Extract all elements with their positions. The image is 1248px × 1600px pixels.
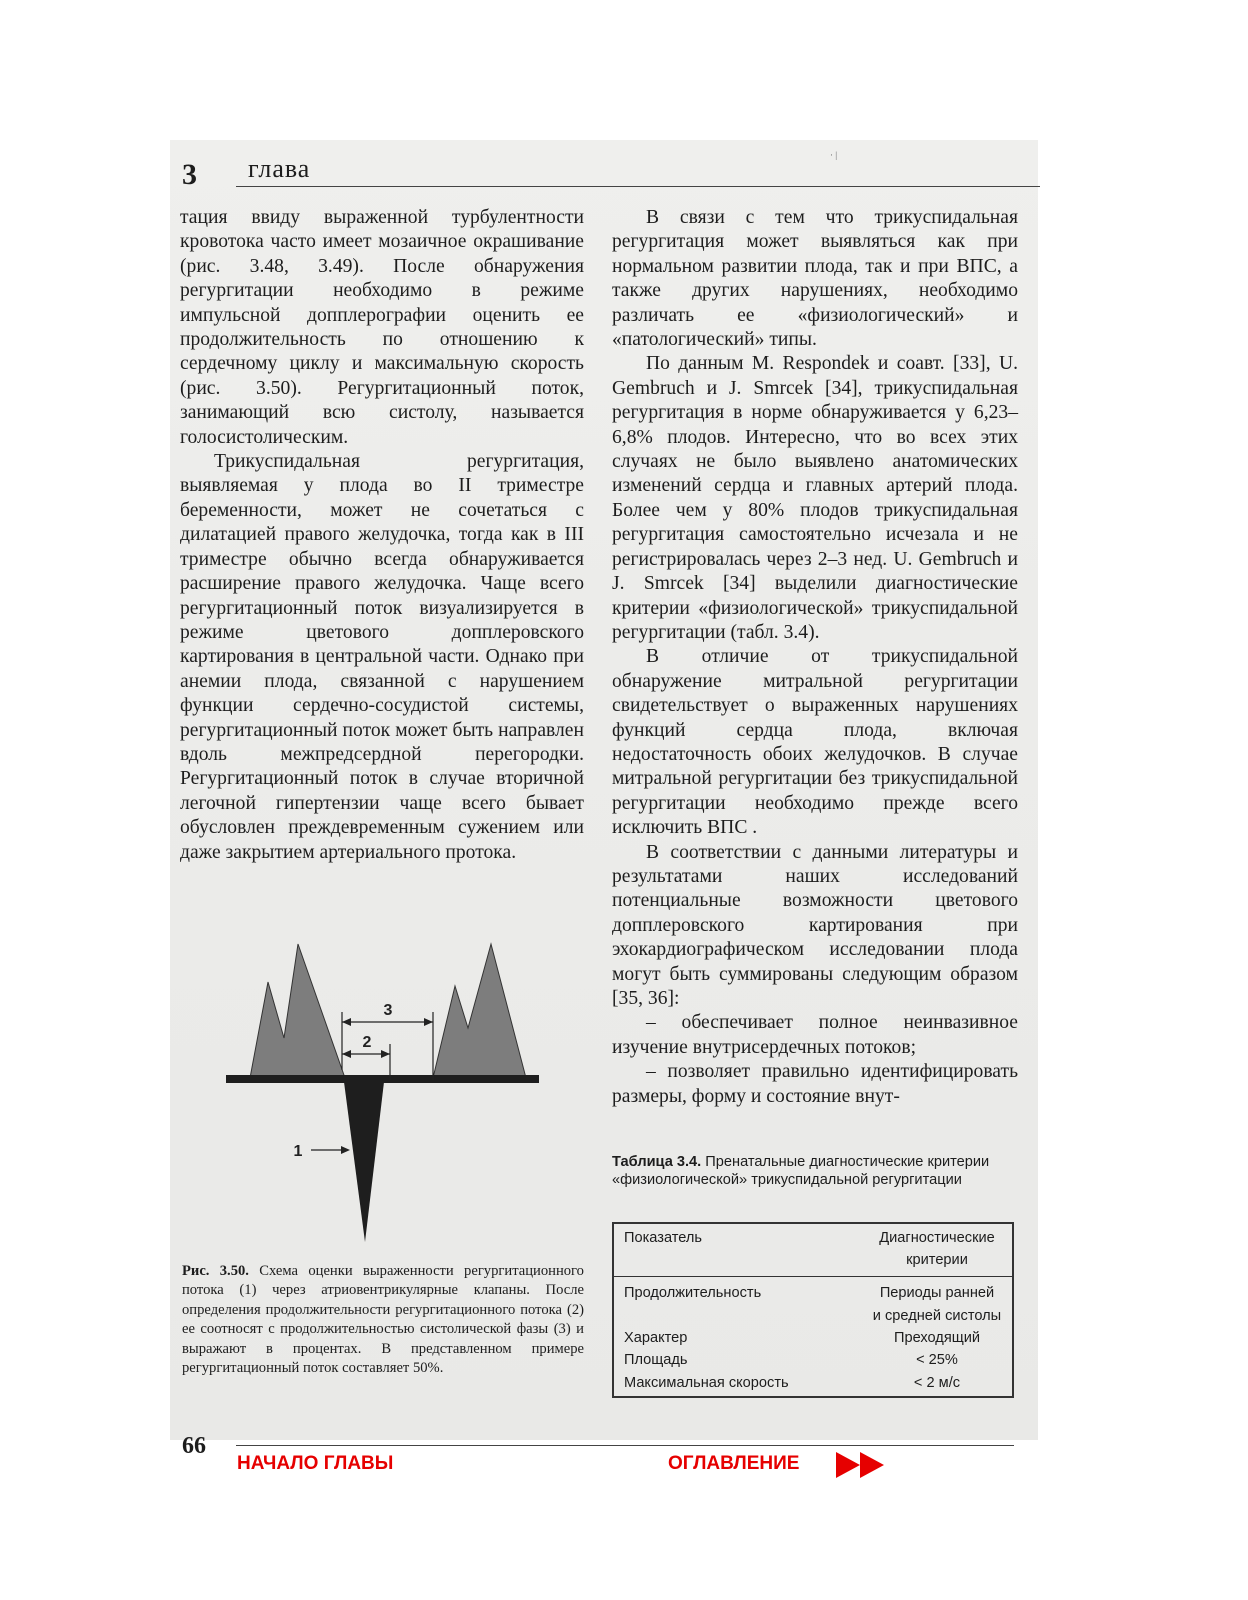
left-column [180, 206, 584, 865]
header-criteria-line1: Диагностические [879, 1230, 995, 1246]
arrow-2-head-left [342, 1050, 351, 1058]
left-systole-peaks [250, 944, 345, 1078]
chapter-title: глава [248, 154, 311, 183]
arrow-1-head [341, 1146, 350, 1154]
table-row-value: < 2 м/с [913, 1375, 961, 1391]
page-number: 66 [182, 1433, 206, 1459]
header-rule [236, 186, 1040, 187]
label-2: 2 [362, 1034, 372, 1051]
scan-mark: · | [830, 150, 838, 160]
table-row-value: Периоды ранней [879, 1285, 995, 1301]
table-row-value: < 25% [916, 1352, 958, 1368]
arrow-3-head-left [342, 1018, 351, 1026]
paragraph: В отличие от трикуспидальной обнаружение митральной регургитации свидетельствует о выраженных нарушениях функций сердца плода, включая недостаточность обоих желудочков. В случае митральной регургитации без трикуспидальной регургитации необходимо прежде всего исключить ВПС . [612, 646, 1018, 839]
regurgitation-diagram [180, 930, 584, 1250]
paragraph: В связи с тем что трикуспидальная регургитация может выявляться как при нормальном развитии плода, так и при ВПС, а также других нарушениях, необходимо различать ее «физиологический» и «патологический» типы. [612, 207, 1018, 351]
right-systole-peaks [433, 944, 526, 1078]
paragraph: В соответствии с данными литературы и результатами наших исследований потенциальные возможности цветового допплеровского картирования при эхокардиографическом исследовании плода могут быть суммированы следующим образом [35, 36]: [612, 841, 1018, 1009]
regurgitation-jet [344, 1082, 384, 1242]
table-caption-label: Таблица 3.4. [612, 1154, 702, 1170]
table-caption-text: Пренатальные диагностические критерии «физиологической» трикуспидальной регургитации [612, 1154, 990, 1188]
label-1: 1 [293, 1143, 303, 1160]
table-of-contents-link[interactable]: ОГЛАВЛЕНИЕ [668, 1453, 800, 1474]
footer-rule [236, 1445, 1014, 1446]
table-row-name: Максимальная скорость [624, 1375, 789, 1391]
table-row-value: Преходящий [893, 1330, 981, 1346]
diagram-shapes [226, 944, 539, 1242]
paragraph: По данным M. Respondek и соавт. [33], U. Gembruch и J. Smrcek [34], трикуспидальная регургитация в норме обнаруживается у 6,23–6,8% плодов. Интересно, что во всех этих случаях не было выявлено анатомических изменений сердца и главных артерий плода. Более чем у 80% плодов трикуспидальная регургитация самостоятельно исчезала и не регистрировалась через 2–3 нед. U. Gembruch и J. Smrcek [34] выделили диагностические критерии «физиологической» трикуспидальной регургитации (табл. 3.4). [612, 353, 1018, 643]
paragraph: – позволяет правильно идентифицировать размеры, форму и состояние внут- [612, 1061, 1018, 1107]
paragraph: Трикуспидальная регургитация, выявляемая у плода во II триместре беременности, может не сочетаться с дилатацией правого желудочка, тогда как в III триместре обычно всегда обнаруживается расширение правого желудочка. Чаще всего регургитационный поток визуализируется в режиме цветового допплеровского картирования в центральной части. Однако при анемии плода, связанной с нарушением функции сердечно-сосудистой системы, регургитационный поток может быть направлен вдоль межпредсердной перегородки. Регургитационный поток в случае вторичной легочной гипертензии чаще всего бывает обусловлен преждевременным сужением или даже закрытием артериального протока. [180, 451, 584, 863]
table-row-name: Продолжительность [624, 1285, 762, 1301]
figure-caption-label: Рис. 3.50. [182, 1263, 249, 1279]
arrow-2-head-right [381, 1050, 390, 1058]
figure-caption [182, 1262, 584, 1378]
table-caption [612, 1153, 1018, 1189]
arrow-3-head-right [424, 1018, 433, 1026]
table-row-name: Характер [624, 1330, 688, 1346]
next-page-arrows-icon[interactable] [834, 1450, 890, 1480]
table-header [614, 1224, 1012, 1277]
paragraph: – обеспечивает полное неинвазивное изучение внутрисердечных потоков; [612, 1012, 1018, 1058]
label-3: 3 [383, 1002, 393, 1019]
paragraph: тация ввиду выраженной турбулентности кровотока часто имеет мозаичное окрашивание (рис. 3.48, 3.49). После обнаружения регургитации необходимо в режиме импульсной допплерографии оценить ее продолжительность по отношению к сердечному циклу и максимальную скорость (рис. 3.50). Регургитационный поток, занимающий всю систолу, называется голосистолическим. [180, 207, 584, 448]
chapter-start-link[interactable]: НАЧАЛО ГЛАВЫ [237, 1453, 394, 1474]
table-row-value: и средней систолы [872, 1308, 1002, 1324]
header-indicator: Показатель [624, 1230, 703, 1246]
header-criteria-line2: критерии [906, 1252, 968, 1268]
criteria-table [612, 1222, 1014, 1398]
table-row-name: Площадь [624, 1352, 688, 1368]
right-column [612, 206, 1018, 1109]
baseline-bar [226, 1075, 539, 1083]
chapter-number: 3 [182, 158, 197, 191]
figure-caption-text: Схема оценки выраженности регургитационного потока (1) через атриовентрикулярные клапаны. После определения продолжительности регургитационного потока (2) ее соотносят с продолжительностью систолической фазы (3) и выражают в процентах. В представленном примере регургитационный поток составляет 50%. [182, 1263, 584, 1377]
